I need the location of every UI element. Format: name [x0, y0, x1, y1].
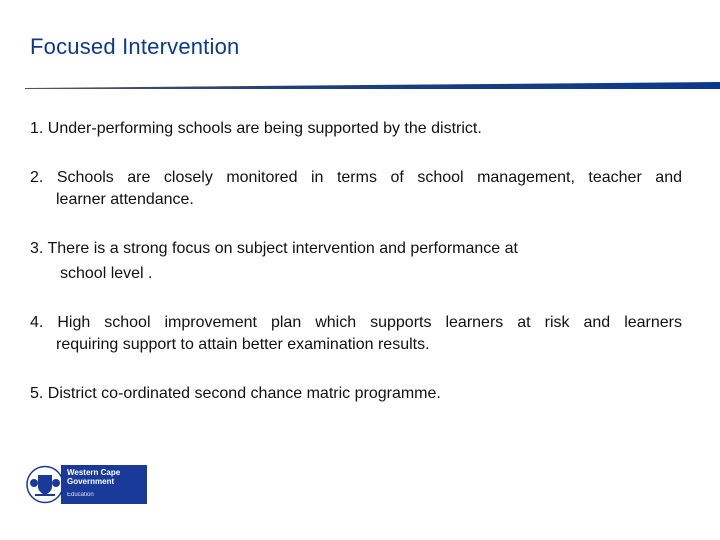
list-item: 4. High school improvement plan which supports learners at risk and learners requiring support to attain better examination results.	[30, 314, 682, 353]
list-item: 5. District co-ordinated second chance matric programme.	[30, 385, 441, 402]
western-cape-government-logo	[25, 465, 147, 504]
slide-title: Focused Intervention	[30, 34, 240, 59]
logo-panel: Western Cape Government Education	[61, 465, 147, 504]
coat-of-arms-icon	[25, 465, 65, 504]
list-item: 1. Under-performing schools are being supported by the district.	[30, 120, 482, 137]
list-item: 2. Schools are closely monitored in terms of school management, teacher and learner attendance.	[30, 169, 682, 208]
title-divider	[0, 80, 720, 92]
list-item: 3. There is a strong focus on subject intervention and performance at school level .	[30, 240, 518, 282]
